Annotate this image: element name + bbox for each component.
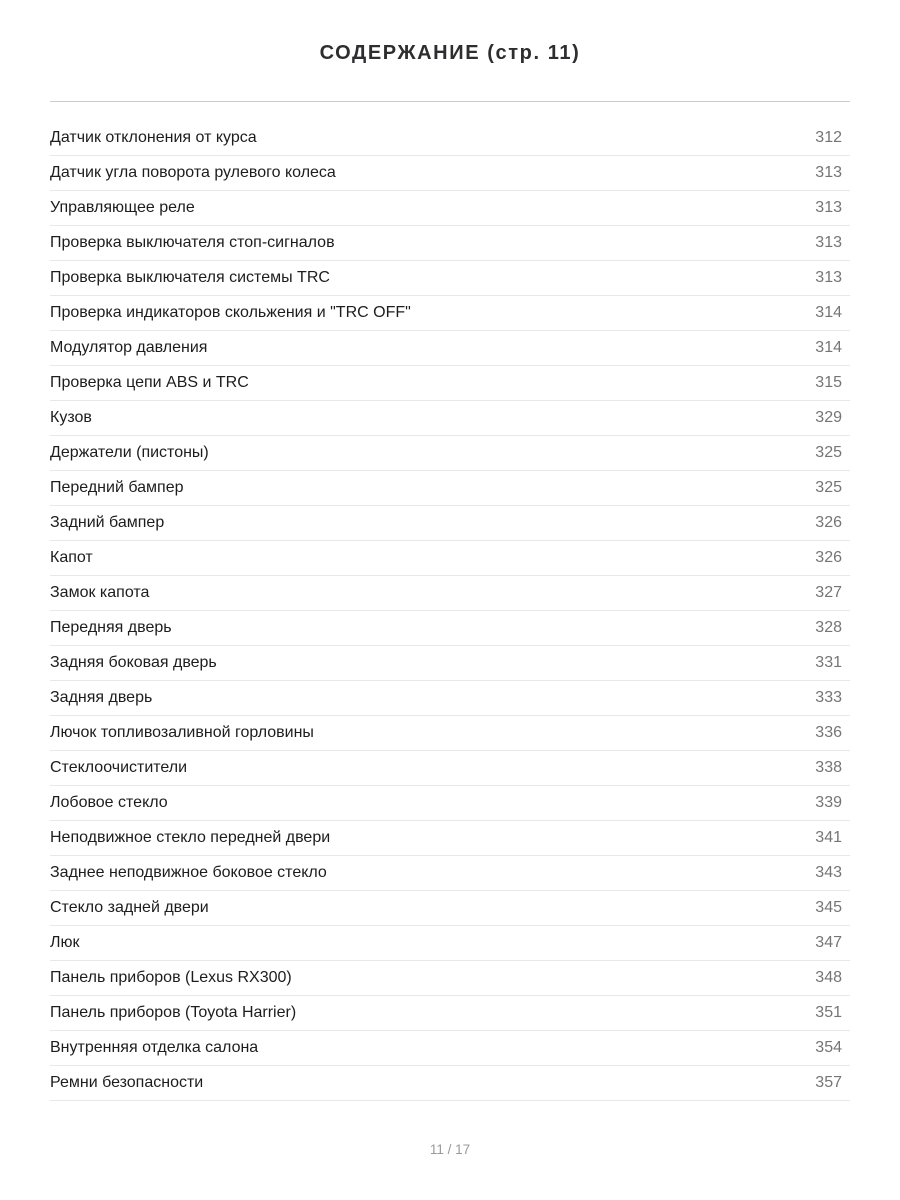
toc-entry-label: Лючок топливозаливной горловины bbox=[50, 724, 314, 741]
toc-entry-label: Внутренняя отделка салона bbox=[50, 1039, 259, 1056]
toc-entry-label: Неподвижное стекло передней двери bbox=[50, 829, 331, 846]
toc-entry-label: Проверка цепи ABS и TRC bbox=[50, 374, 249, 391]
toc-entry-label: Заднее неподвижное боковое стекло bbox=[50, 864, 327, 881]
toc-entry-label: Датчик отклонения от курса bbox=[50, 129, 257, 146]
toc-entry-row[interactable] bbox=[50, 821, 850, 856]
toc-entry-label: Задняя боковая дверь bbox=[50, 654, 217, 671]
toc-entry-label: Передняя дверь bbox=[50, 619, 172, 636]
toc-entry-page-number: 345 bbox=[815, 899, 842, 916]
toc-entry-row[interactable] bbox=[50, 471, 850, 506]
page-title: СОДЕРЖАНИЕ (стр. 11) bbox=[319, 42, 581, 64]
toc-entry-page-number: 326 bbox=[815, 514, 842, 531]
toc-entry-row[interactable] bbox=[50, 261, 850, 296]
toc-entry-label: Ремни безопасности bbox=[50, 1074, 204, 1091]
toc-entry-page-number: 328 bbox=[815, 619, 842, 636]
toc-entry-label: Кузов bbox=[50, 409, 92, 426]
toc-entry-row[interactable] bbox=[50, 366, 850, 401]
toc-entry-row[interactable] bbox=[50, 716, 850, 751]
toc-entry-row[interactable] bbox=[50, 961, 850, 996]
toc-entry-label: Проверка выключателя стоп-сигналов bbox=[50, 234, 335, 251]
toc-entry-label: Стеклоочистители bbox=[50, 759, 188, 776]
toc-list bbox=[50, 121, 850, 1101]
toc-entry-row[interactable] bbox=[50, 681, 850, 716]
toc-entry-page-number: 333 bbox=[815, 689, 842, 706]
toc-entry-row[interactable] bbox=[50, 646, 850, 681]
toc-entry-label: Датчик угла поворота рулевого колеса bbox=[50, 164, 336, 181]
toc-entry-label: Задняя дверь bbox=[50, 689, 153, 706]
page-indicator: 11 / 17 bbox=[429, 1142, 471, 1157]
toc-entry-row[interactable] bbox=[50, 751, 850, 786]
toc-entry-page-number: 314 bbox=[815, 339, 842, 356]
toc-entry-page-number: 357 bbox=[815, 1074, 842, 1091]
toc-entry-label: Стекло задней двери bbox=[50, 899, 209, 916]
toc-entry-label: Панель приборов (Toyota Harrier) bbox=[50, 1004, 297, 1021]
toc-entry-label: Передний бампер bbox=[50, 479, 184, 496]
toc-entry-row[interactable] bbox=[50, 191, 850, 226]
toc-entry-row[interactable] bbox=[50, 856, 850, 891]
toc-entry-label: Капот bbox=[50, 549, 93, 566]
toc-entry-page-number: 338 bbox=[815, 759, 842, 776]
toc-entry-page-number: 312 bbox=[815, 129, 842, 146]
title-divider bbox=[50, 101, 850, 102]
toc-entry-label: Замок капота bbox=[50, 584, 150, 601]
toc-entry-label: Люк bbox=[50, 934, 80, 951]
toc-entry-row[interactable] bbox=[50, 1066, 850, 1101]
toc-entry-page-number: 354 bbox=[815, 1039, 842, 1056]
toc-entry-page-number: 327 bbox=[815, 584, 842, 601]
toc-entry-row[interactable] bbox=[50, 331, 850, 366]
toc-entry-page-number: 325 bbox=[815, 479, 842, 496]
toc-entry-row[interactable] bbox=[50, 226, 850, 261]
toc-entry-page-number: 331 bbox=[815, 654, 842, 671]
toc-entry-label: Держатели (пистоны) bbox=[50, 444, 209, 461]
toc-entry-row[interactable] bbox=[50, 296, 850, 331]
toc-entry-label: Модулятор давления bbox=[50, 339, 208, 356]
toc-entry-page-number: 313 bbox=[815, 199, 842, 216]
toc-entry-page-number: 325 bbox=[815, 444, 842, 461]
toc-entry-label: Панель приборов (Lexus RX300) bbox=[50, 969, 292, 986]
toc-entry-page-number: 343 bbox=[815, 864, 842, 881]
toc-entry-row[interactable] bbox=[50, 926, 850, 961]
toc-entry-label: Проверка индикаторов скольжения и "TRC OFF" bbox=[50, 304, 411, 321]
toc-entry-row[interactable] bbox=[50, 401, 850, 436]
toc-entry-page-number: 326 bbox=[815, 549, 842, 566]
toc-entry-row[interactable] bbox=[50, 891, 850, 926]
toc-entry-page-number: 313 bbox=[815, 164, 842, 181]
toc-entry-page-number: 315 bbox=[815, 374, 842, 391]
toc-entry-page-number: 351 bbox=[815, 1004, 842, 1021]
toc-entry-row[interactable] bbox=[50, 121, 850, 156]
toc-entry-page-number: 339 bbox=[815, 794, 842, 811]
toc-entry-page-number: 348 bbox=[815, 969, 842, 986]
toc-entry-label: Задний бампер bbox=[50, 514, 165, 531]
toc-entry-page-number: 347 bbox=[815, 934, 842, 951]
toc-entry-page-number: 313 bbox=[815, 269, 842, 286]
toc-entry-page-number: 341 bbox=[815, 829, 842, 846]
toc-entry-row[interactable] bbox=[50, 506, 850, 541]
toc-entry-page-number: 329 bbox=[815, 409, 842, 426]
toc-entry-page-number: 336 bbox=[815, 724, 842, 741]
toc-entry-row[interactable] bbox=[50, 996, 850, 1031]
toc-entry-page-number: 313 bbox=[815, 234, 842, 251]
toc-entry-row[interactable] bbox=[50, 611, 850, 646]
toc-entry-label: Управляющее реле bbox=[50, 199, 195, 216]
toc-entry-row[interactable] bbox=[50, 436, 850, 471]
toc-entry-label: Лобовое стекло bbox=[50, 794, 168, 811]
toc-entry-row[interactable] bbox=[50, 576, 850, 611]
toc-entry-row[interactable] bbox=[50, 541, 850, 576]
toc-entry-page-number: 314 bbox=[815, 304, 842, 321]
toc-entry-row[interactable] bbox=[50, 786, 850, 821]
toc-entry-label: Проверка выключателя системы TRC bbox=[50, 269, 330, 286]
toc-entry-row[interactable] bbox=[50, 156, 850, 191]
toc-entry-row[interactable] bbox=[50, 1031, 850, 1066]
